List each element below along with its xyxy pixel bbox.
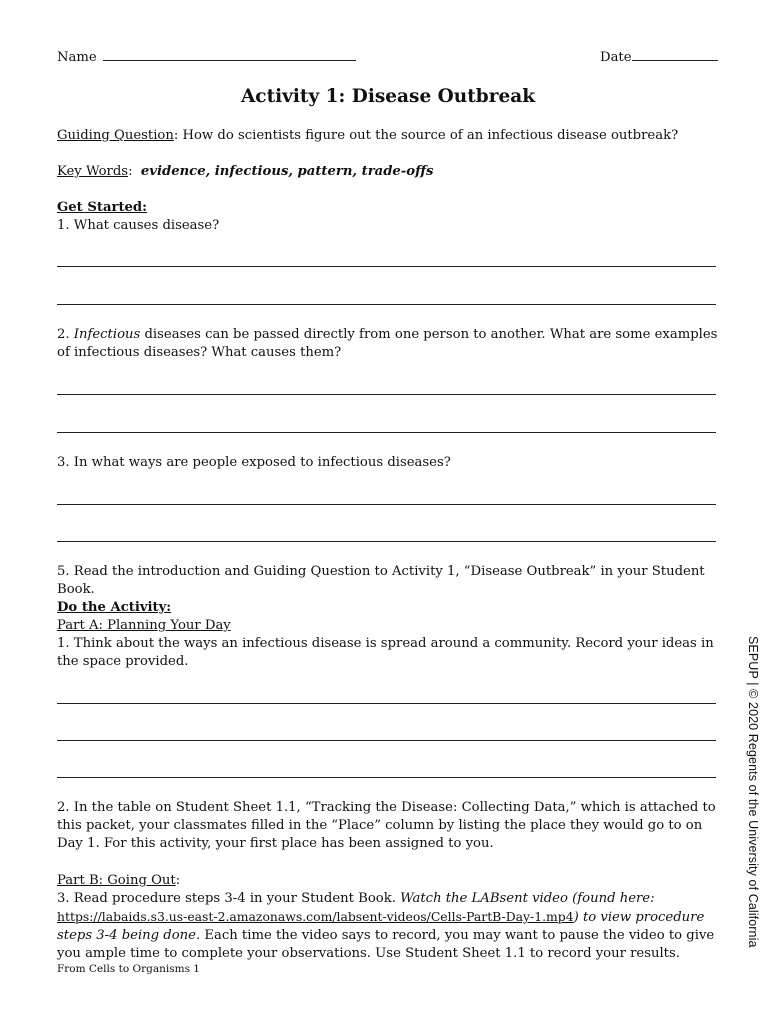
answer-line[interactable] xyxy=(57,394,716,395)
question-2-text: diseases can be passed directly from one person to another. What are some examples of infectious diseases? What causes them? xyxy=(57,327,718,360)
key-words-list: evidence, infectious, pattern, trade-offs xyxy=(140,164,434,179)
guiding-question xyxy=(57,127,719,145)
part-b-heading-label: Part B: Going Out xyxy=(57,873,176,888)
key-words-separator: : xyxy=(128,164,133,179)
part-a-question-2: 2. In the table on Student Sheet 1.1, “Tracking the Disease: Collecting Data,” which is attached to this packet, your classmates filled in the “Place” column by listing the place they would go to on Day 1. For this activity, your first place has been assigned to you. xyxy=(57,800,716,851)
guiding-question-label: Guiding Question xyxy=(57,128,174,143)
name-row xyxy=(57,47,356,67)
answer-line[interactable] xyxy=(57,541,716,542)
question-5: 5. Read the introduction and Guiding Question to Activity 1, “Disease Outbreak” in your Student Book. xyxy=(57,564,705,597)
date-input-line[interactable] xyxy=(632,47,718,61)
step-3-italic-1: Watch the LABsent video (found here: xyxy=(400,891,655,906)
question-3: 3. In what ways are people exposed to infectious diseases? xyxy=(57,455,451,470)
date-row xyxy=(600,47,718,67)
question-2-number: 2. xyxy=(57,327,74,342)
part-b-heading xyxy=(57,872,719,890)
part-b-step-3 xyxy=(57,890,719,963)
key-words-label: Key Words xyxy=(57,164,129,179)
question-2 xyxy=(57,326,719,362)
step-3-italic-2: ) to view procedure steps 3-4 being done xyxy=(57,910,705,943)
step-3-start: 3. Read procedure steps 3-4 in your Student Book. xyxy=(57,891,401,906)
key-words xyxy=(57,163,719,181)
part-a-question-1: 1. Think about the ways an infectious disease is spread around a community. Record your ideas in the space provided. xyxy=(57,636,714,669)
question-2-italic: Infectious xyxy=(73,327,141,342)
question-1: 1. What causes disease? xyxy=(57,218,220,233)
answer-line[interactable] xyxy=(57,777,716,778)
name-label: Name xyxy=(57,50,97,65)
answer-line[interactable] xyxy=(57,703,716,704)
part-a-heading: Part A: Planning Your Day xyxy=(57,618,231,633)
answer-line[interactable] xyxy=(57,432,716,433)
part-b-heading-colon: : xyxy=(175,873,181,888)
labsent-video-link[interactable]: https://labaids.s3.us-east-2.amazonaws.com/labsent-videos/Cells-PartB-Day-1.mp4 xyxy=(57,909,574,924)
page-footer: From Cells to Organisms 1 xyxy=(57,963,200,975)
name-input-line[interactable] xyxy=(103,47,356,61)
guiding-question-text: : How do scientists figure out the source of an infectious disease outbreak? xyxy=(173,128,679,143)
answer-line[interactable] xyxy=(57,740,716,741)
date-label: Date xyxy=(600,50,632,65)
answer-line[interactable] xyxy=(57,304,716,305)
do-activity-heading: Do the Activity: xyxy=(57,600,172,615)
get-started-heading: Get Started: xyxy=(57,200,148,215)
side-copyright: SEPUP | © 2020 Regents of the University of California xyxy=(746,636,760,948)
page-title: Activity 1: Disease Outbreak xyxy=(240,86,536,107)
step-3-rest: . Each time the video says to record, you may want to pause the video to give you ample time to complete your observations. Use Student Sheet 1.1 to record your results. xyxy=(57,928,715,961)
answer-line[interactable] xyxy=(57,266,716,267)
answer-line[interactable] xyxy=(57,504,716,505)
